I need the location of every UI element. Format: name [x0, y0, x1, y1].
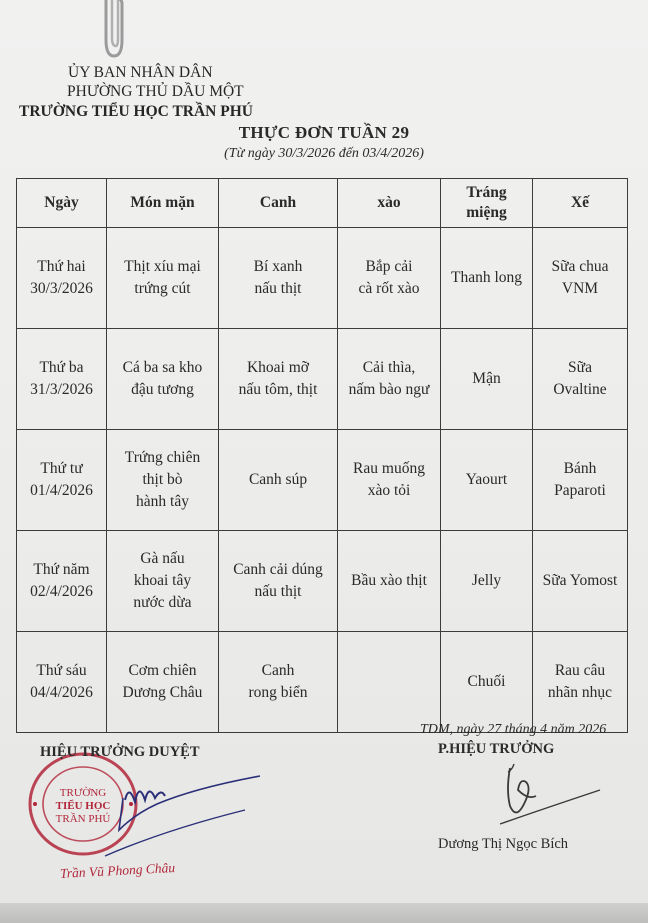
column-header-4: Tráng miệng [441, 179, 533, 228]
menu-cell-dessert: Thanh long [441, 228, 533, 329]
table-row [17, 531, 628, 632]
column-header-2: Canh [219, 179, 338, 228]
menu-cell-stirfry: Rau muống xào tỏi [338, 430, 441, 531]
weekly-menu-table [16, 178, 628, 733]
menu-cell-snack: Bánh Paparoti [533, 430, 628, 531]
menu-cell-main: Gà nấu khoai tây nước dừa [107, 531, 219, 632]
menu-cell-main: Thịt xíu mại trứng cút [107, 228, 219, 329]
menu-cell-stirfry: Bầu xào thịt [338, 531, 441, 632]
menu-cell-soup: Canh cải dúng nấu thịt [219, 531, 338, 632]
menu-date-range: (Từ ngày 30/3/2026 đến 03/4/2026) [224, 146, 424, 161]
vice-principal-signature [470, 760, 620, 840]
column-header-3: xào [338, 179, 441, 228]
principal-signature [95, 770, 275, 865]
menu-cell-soup: Khoai mỡ nấu tôm, thịt [219, 329, 338, 430]
principal-name: Trần Vũ Phong Châu [59, 859, 176, 882]
menu-cell-soup: Canh rong biển [219, 632, 338, 733]
menu-cell-day: Thứ hai 30/3/2026 [17, 228, 107, 329]
menu-title-block [0, 123, 648, 162]
table-body [17, 228, 628, 733]
table-row [17, 329, 628, 430]
menu-cell-snack: Sữa Ovaltine [533, 329, 628, 430]
menu-cell-day: Thứ năm 02/4/2026 [17, 531, 107, 632]
menu-cell-soup: Bí xanh nấu thịt [219, 228, 338, 329]
menu-cell-snack: Sữa chua VNM [533, 228, 628, 329]
stamp-line-1: TRƯỜNG [59, 787, 107, 799]
menu-cell-stirfry: Bắp cải cà rốt xào [338, 228, 441, 329]
page-edge [0, 903, 648, 923]
table-row [17, 228, 628, 329]
menu-cell-dessert: Yaourt [441, 430, 533, 531]
school-name: TRƯỜNG TIỂU HỌC TRẦN PHÚ [19, 103, 253, 120]
menu-cell-day: Thứ ba 31/3/2026 [17, 329, 107, 430]
table-row [17, 632, 628, 733]
menu-cell-main: Trứng chiên thịt bò hành tây [107, 430, 219, 531]
org-line-2: PHƯỜNG THỦ DẦU MỘT [67, 83, 244, 100]
vice-principal-name: Dương Thị Ngọc Bích [438, 836, 569, 852]
menu-cell-day: Thứ sáu 04/4/2026 [17, 632, 107, 733]
menu-cell-main: Cá ba sa kho đậu tương [107, 329, 219, 430]
menu-cell-stirfry [338, 632, 441, 733]
vice-principal-title: P.HIỆU TRƯỞNG [438, 741, 555, 757]
menu-title: THỰC ĐƠN TUẦN 29 [238, 123, 410, 142]
paper-clip-icon [92, 0, 132, 62]
menu-cell-dessert: Mận [441, 329, 533, 430]
signing-date: TDM, ngày 27 tháng 4 năm 2026 [420, 722, 607, 737]
stamp-line-2: TIỂU HỌC [55, 800, 111, 812]
menu-cell-snack: Rau câu nhãn nhục [533, 632, 628, 733]
principal-title: HIỆU TRƯỞNG DUYỆT [40, 744, 200, 760]
menu-cell-soup: Canh súp [219, 430, 338, 531]
org-line-1: ỦY BAN NHÂN DÂN [68, 64, 213, 81]
menu-cell-dessert: Jelly [441, 531, 533, 632]
menu-cell-day: Thứ tư 01/4/2026 [17, 430, 107, 531]
column-header-0: Ngày [17, 179, 107, 228]
menu-cell-dessert: Chuối [441, 632, 533, 733]
column-header-5: Xế [533, 179, 628, 228]
stamp-line-3: TRẦN PHÚ [55, 813, 111, 825]
table-header-row [17, 179, 628, 228]
menu-cell-stirfry: Cải thìa, nấm bào ngư [338, 329, 441, 430]
column-header-1: Món mặn [107, 179, 219, 228]
table-row [17, 430, 628, 531]
menu-cell-main: Cơm chiên Dương Châu [107, 632, 219, 733]
menu-cell-snack: Sữa Yomost [533, 531, 628, 632]
